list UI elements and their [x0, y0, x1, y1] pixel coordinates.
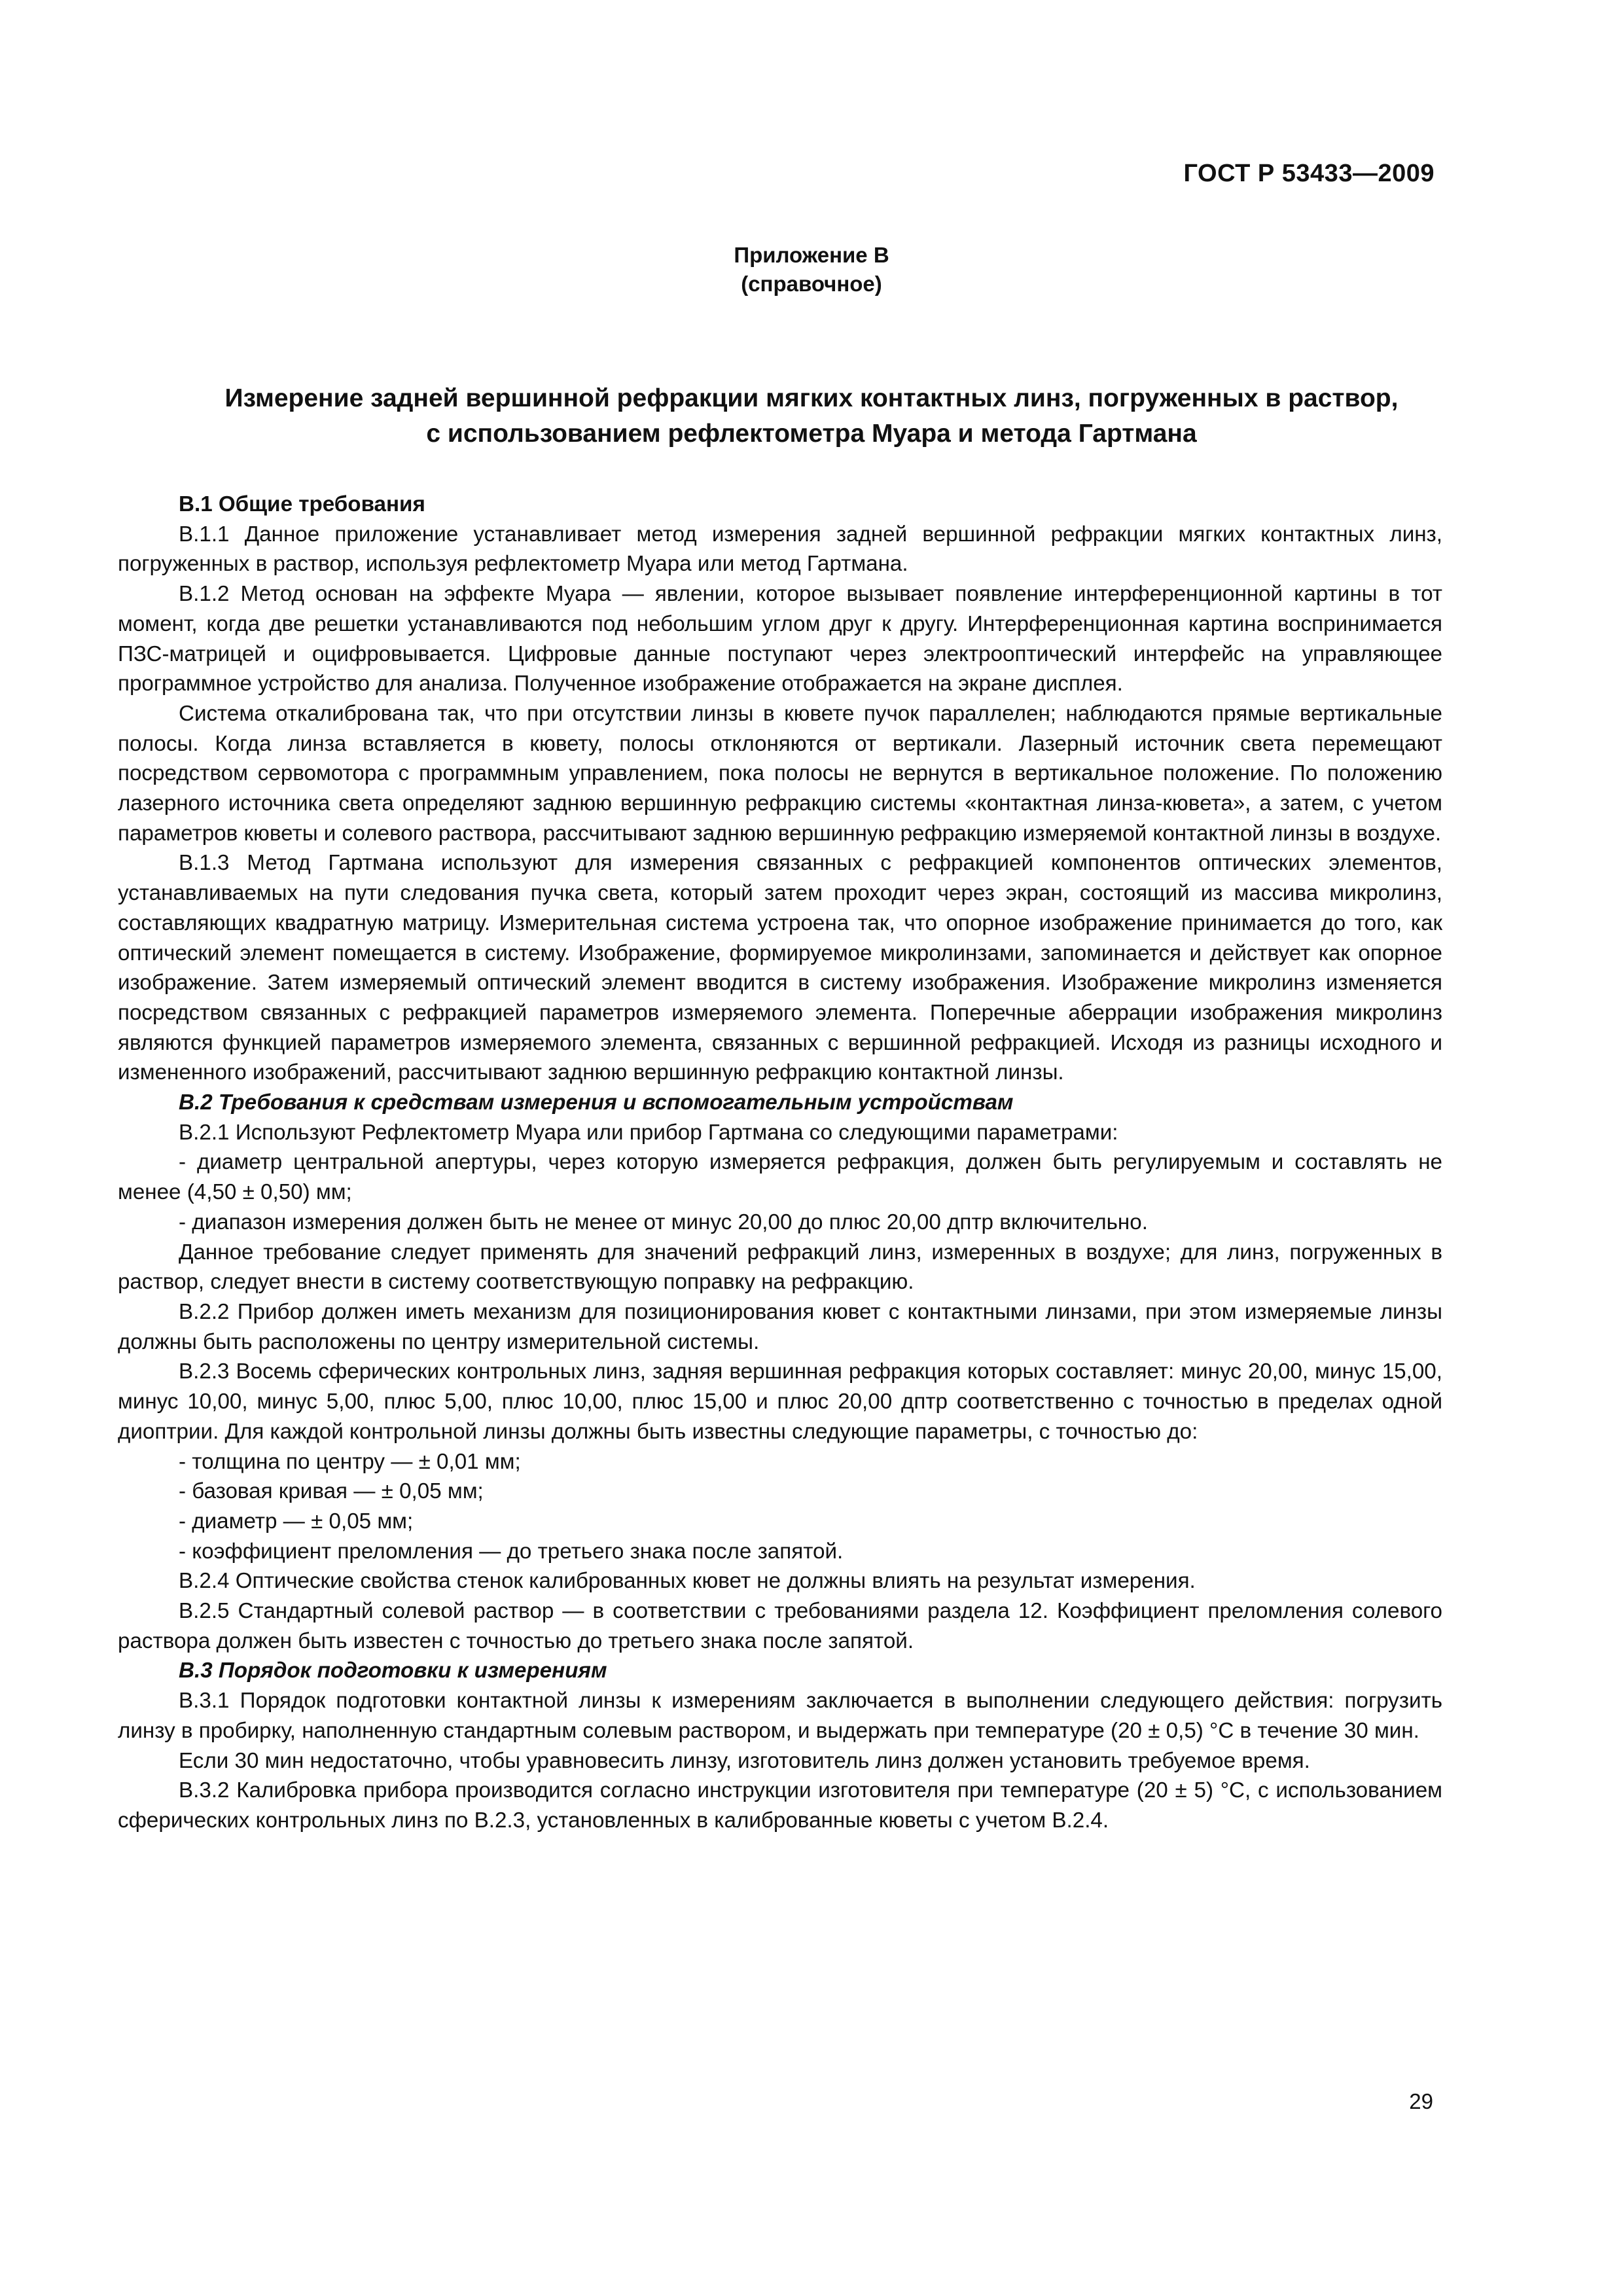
section-heading-b1: В.1 Общие требования	[179, 492, 425, 516]
appendix-title-line-1: Измерение задней вершинной рефракции мягких контактных линз, погруженных в раствор,	[224, 384, 1399, 412]
paragraph-b3-2: В.3.2 Калибровка прибора производится согласно инструкции изготовителя при температуре (20 ± 5) °С, с использованием сферических контрольных линз по В.2.3, установленных в калиброванные кюветы с учетом В.2.4.	[118, 1778, 1442, 1833]
section-heading-b2: В.2 Требования к средствам измерения и вспомогательным устройствам	[179, 1090, 1014, 1115]
paragraph-b2-1-note: Данное требование следует применять для значений рефракций линз, измеренных в воздухе; для линз, погруженных в раствор, следует внести в систему соответствующую поправку на рефракцию.	[118, 1240, 1442, 1295]
paragraph-b2-1: В.2.1 Используют Рефлектометр Муара или прибор Гартмана со следующими параметрами:	[179, 1120, 1118, 1145]
list-item-b2-3-d: - коэффициент преломления — до третьего знака после запятой.	[179, 1539, 844, 1564]
paragraph-b2-4: В.2.4 Оптические свойства стенок калиброванных кювет не должны влиять на результат измерения.	[179, 1569, 1196, 1594]
paragraph-b1-3: В.1.3 Метод Гартмана используют для измерения связанных с рефракцией компонентов оптических элементов, устанавливаемых на пути следования пучка света, который затем проходит через экран, состоящий из массива микролинз, составляющих квадратную матрицу. Измерительная система устроена так, что опорное изображение принимается до того, как оптический элемент помещается в систему. Изображение, формируемое микролинзами, запоминается и действует как опорное изображение. Затем измеряемый оптический элемент вводится в систему изображения. Изображение микролинз изменяется посредством связанных с рефракцией параметров измеряемого элемента. Поперечные аберрации изображения микролинз являются функцией параметров измеряемого элемента, связанных с вершинной рефракцией. Исходя из разницы исходного и измененного изображений, рассчитывают заднюю вершинную рефракцию контактной линзы.	[118, 851, 1442, 1085]
document-code: ГОСТ Р 53433—2009	[1183, 160, 1435, 187]
section-heading-b3: В.3 Порядок подготовки к измерениям	[179, 1659, 607, 1683]
list-item-b2-3-c: - диаметр — ± 0,05 мм;	[179, 1509, 414, 1534]
paragraph-b2-3: В.2.3 Восемь сферических контрольных линз, задняя вершинная рефракция которых составляет: минус 20,00, минус 15,00, минус 10,00, минус 5,00, плюс 5,00, плюс 10,00, плюс 15,00 и плюс 20,00 дптр соответственно с точностью в пределах одной диоптрии. Для каждой контрольной линзы должны быть известны следующие параметры, с точностью до:	[118, 1359, 1442, 1444]
appendix-title-line-2: с использованием рефлектометра Муара и метода Гартмана	[426, 420, 1197, 448]
appendix-title	[131, 381, 1492, 452]
document-body	[118, 490, 1442, 1836]
appendix-kind: (справочное)	[741, 272, 882, 296]
list-item-b2-3-a: - толщина по центру — ± 0,01 мм;	[179, 1449, 521, 1474]
paragraph-b1-1: В.1.1 Данное приложение устанавливает метод измерения задней вершинной рефракции мягких контактных линз, погруженных в раствор, используя рефлектометр Муара или метод Гартмана.	[118, 522, 1442, 577]
list-item-b2-3-b: - базовая кривая — ± 0,05 мм;	[179, 1479, 484, 1504]
paragraph-b1-2-continued: Система откалибрована так, что при отсутствии линзы в кювете пучок параллелен; наблюдаются прямые вертикальные полосы. Когда линза вставляется в кювету, полосы отклоняются от вертикали. Лазерный источник света перемещают посредством сервомотора с программным управлением, пока полосы не вернутся в вертикальное положение. По положению лазерного источника света определяют заднюю вершинную рефракцию системы «контактная линза-кювета», а затем, с учетом параметров кюветы и солевого раствора, рассчитывают заднюю вершинную рефракцию измеряемой контактной линзы в воздухе.	[118, 701, 1442, 846]
paragraph-b1-2: В.1.2 Метод основан на эффекте Муара — явлении, которое вызывает появление интерференционной картины в тот момент, когда две решетки устанавливаются под небольшим углом друг к другу. Интерференционная картина воспринимается ПЗС-матрицей и оцифровывается. Цифровые данные поступают через электрооптический интерфейс на управляющее программное устройство для анализа. Полученное изображение отображается на экране дисплея.	[118, 582, 1442, 696]
list-item-b2-1-a: - диаметр центральной апертуры, через которую измеряется рефракция, должен быть регулируемым и составлять не менее (4,50 ± 0,50) мм;	[118, 1150, 1442, 1205]
page-number: 29	[1409, 2089, 1433, 2113]
appendix-heading	[0, 241, 1623, 298]
paragraph-b2-5: В.2.5 Стандартный солевой раствор — в соответствии с требованиями раздела 12. Коэффициент преломления солевого раствора должен быть известен с точностью до третьего знака после запятой.	[118, 1599, 1442, 1653]
paragraph-b3-1-continued: Если 30 мин недостаточно, чтобы уравновесить линзу, изготовитель линз должен установить требуемое время.	[179, 1748, 1310, 1773]
appendix-label: Приложение В	[734, 243, 889, 267]
list-item-b2-1-b: - диапазон измерения должен быть не менее от минус 20,00 до плюс 20,00 дптр включительно.	[179, 1210, 1148, 1234]
paragraph-b3-1: В.3.1 Порядок подготовки контактной линзы к измерениям заключается в выполнении следующего действия: погрузить линзу в пробирку, наполненную стандартным солевым раствором, и выдержать при температуре (20 ± 0,5) °С в течение 30 мин.	[118, 1689, 1442, 1743]
paragraph-b2-2: В.2.2 Прибор должен иметь механизм для позиционирования кювет с контактными линзами, при этом измеряемые линзы должны быть расположены по центру измерительной системы.	[118, 1299, 1442, 1354]
